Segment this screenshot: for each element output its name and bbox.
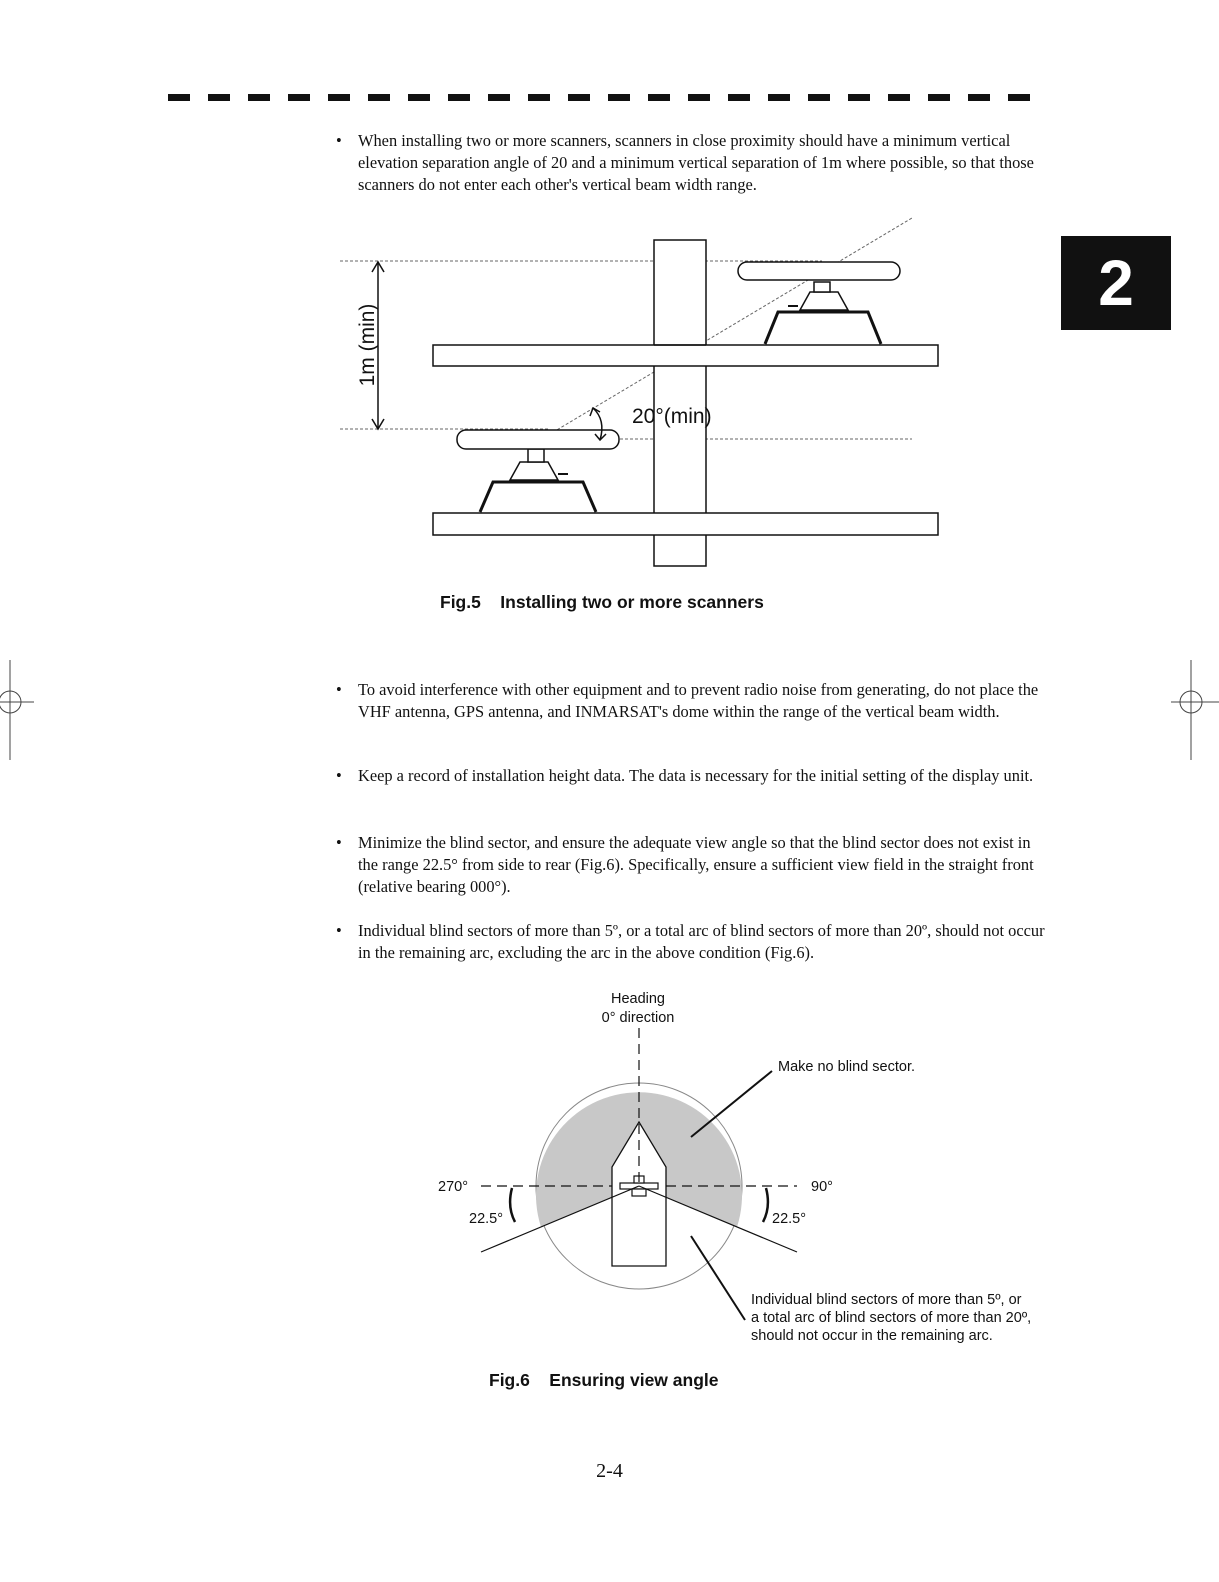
bearing-270-label: 270° <box>438 1179 468 1195</box>
bullet-dot: • <box>336 921 342 940</box>
bullet-text: To avoid interference with other equipment and to prevent radio noise from generating, do not place the VHF antenna, GPS antenna, and INMARSAT's dome within the range of the vertical beam width. <box>358 680 1039 721</box>
fig5-caption: Fig.5 Installing two or more scanners <box>440 592 764 612</box>
note-line-1: Individual blind sectors of more than 5º, or <box>751 1292 1022 1308</box>
page-number: 2-4 <box>596 1460 623 1482</box>
bullet-dot: • <box>336 131 342 150</box>
bullet-text: Keep a record of installation height data. The data is necessary for the initial setting of the display unit. <box>358 766 1034 785</box>
right-angle-label: 22.5° <box>772 1211 807 1227</box>
fig6-caption: Fig.6 Ensuring view angle <box>489 1370 719 1390</box>
bullet-text: When installing two or more scanners, scanners in close proximity should have a minimum vertical elevation separation angle of 20 and a minimum vertical separation of 1m where possible, so that those scanners do not enter each other's vertical beam width range. <box>358 131 1034 194</box>
make-no-blind-label: Make no blind sector. <box>778 1059 916 1075</box>
chapter-tab: 2 <box>1061 236 1171 330</box>
registration-mark-left <box>0 660 40 760</box>
bullet-dot: • <box>336 680 342 699</box>
bullet-text: Individual blind sectors of more than 5º, or a total arc of blind sectors of more than 20º, should not occur in the remaining arc, excluding the arc in the above condition (Fig.6). <box>358 921 1045 962</box>
left-angle-label: 22.5° <box>469 1211 504 1227</box>
bullet-text: Minimize the blind sector, and ensure the adequate view angle so that the blind sector does not exist in the range 22.5° from side to rear (Fig.6). Specifically, ensure a sufficient view field in the straight front (relative bearing 000°). <box>358 833 1034 896</box>
heading-label-line1: Heading <box>610 991 666 1007</box>
note-line-2: a total arc of blind sectors of more than 20º, <box>751 1310 1032 1326</box>
fig5-angle-label: 20°(min) <box>632 405 712 428</box>
bullet-dot: • <box>336 766 342 785</box>
bearing-90-label: 90° <box>811 1179 833 1195</box>
fig5-height-label: 1m (min) <box>356 303 379 387</box>
note-line-3: should not occur in the remaining arc. <box>751 1328 993 1344</box>
heading-label-line2: 0° direction <box>601 1010 675 1026</box>
registration-mark-right <box>1168 660 1219 760</box>
bullet-dot: • <box>336 833 342 852</box>
